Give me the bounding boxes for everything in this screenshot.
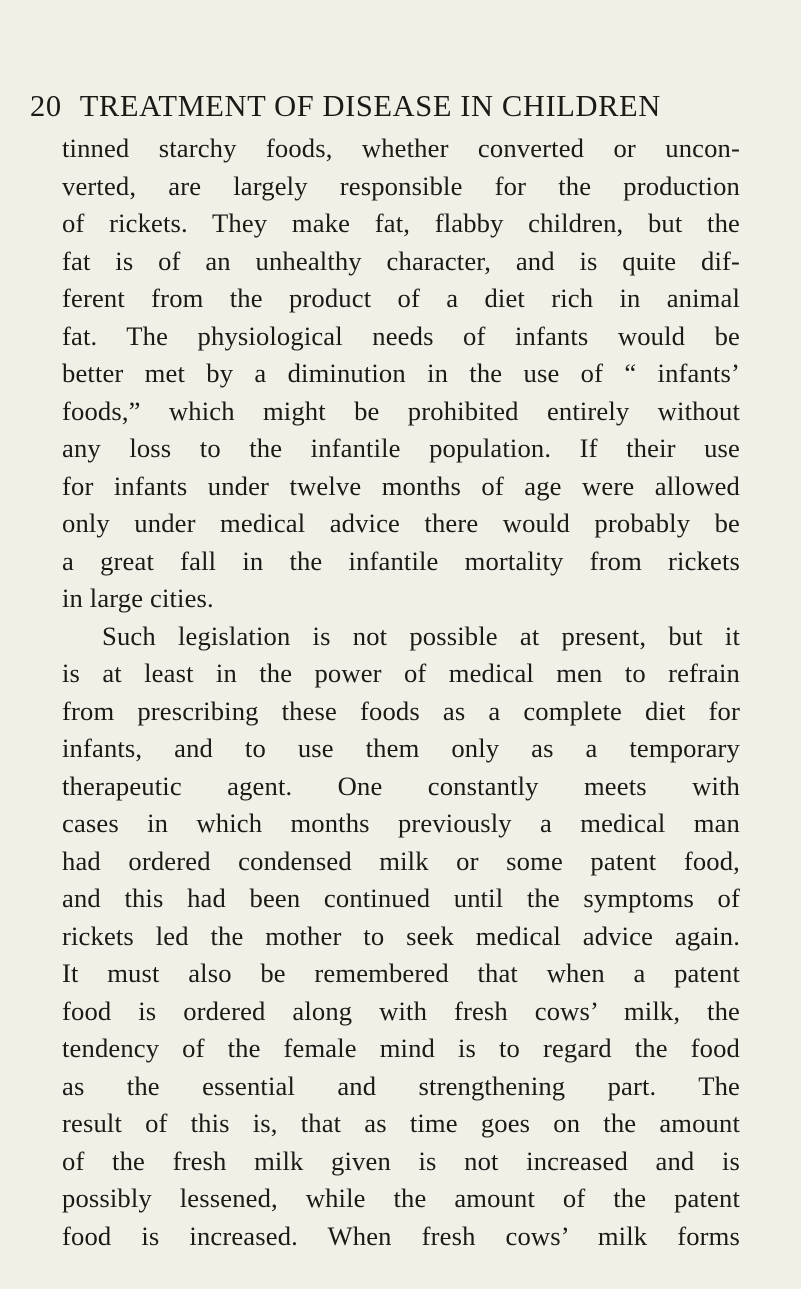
text-line: a great fall in the infantile mortality from rickets bbox=[62, 545, 740, 576]
text-line: as the essential and strengthening part. The bbox=[62, 1070, 740, 1101]
text-line: tinned starchy foods, whether converted or uncon- bbox=[62, 133, 740, 163]
text-line: any loss to the infantile population. If their use bbox=[62, 433, 740, 463]
text-line: better met by a diminution in the use of “ infants’ bbox=[62, 358, 740, 388]
text-line: had ordered condensed milk or some patent food, bbox=[62, 845, 740, 876]
text-line: verted, are largely responsible for the production bbox=[62, 170, 740, 201]
text-line: tendency of the female mind is to regard the food bbox=[62, 1033, 740, 1063]
text-line: fat is of an unhealthy character, and is quite dif- bbox=[62, 245, 740, 276]
text-line: of rickets. They make fat, flabby children, but the bbox=[62, 208, 740, 238]
text-line: possibly lessened, while the amount of the patent bbox=[62, 1183, 740, 1213]
paragraph-end-line: in large cities. bbox=[62, 583, 214, 613]
paragraph-start-line: Such legislation is not possible at present, but it bbox=[102, 620, 740, 651]
text-line: from prescribing these foods as a complete diet for bbox=[62, 695, 740, 726]
text-line: fat. The physiological needs of infants would be bbox=[62, 320, 740, 351]
text-line: food is increased. When fresh cows’ milk forms bbox=[62, 1220, 740, 1251]
text-line: only under medical advice there would probably be bbox=[62, 508, 740, 538]
text-line: rickets led the mother to seek medical advice again. bbox=[62, 920, 740, 951]
text-line: It must also be remembered that when a patent bbox=[62, 958, 740, 988]
text-line: infants, and to use them only as a temporary bbox=[62, 733, 740, 763]
text-line: ferent from the product of a diet rich in animal bbox=[62, 283, 740, 313]
text-line: food is ordered along with fresh cows’ milk, the bbox=[62, 995, 740, 1026]
text-line: of the fresh milk given is not increased and is bbox=[62, 1145, 740, 1176]
running-title: TREATMENT OF DISEASE IN CHILDREN bbox=[79, 89, 661, 123]
text-line: result of this is, that as time goes on the amount bbox=[62, 1108, 740, 1138]
text-line: and this had been continued until the symptoms of bbox=[62, 883, 740, 913]
text-line: foods,” which might be prohibited entirely without bbox=[62, 395, 740, 426]
text-line: therapeutic agent. One constantly meets with bbox=[62, 770, 740, 801]
body-text bbox=[62, 130, 740, 1255]
text-line: cases in which months previously a medical man bbox=[62, 808, 740, 838]
running-header bbox=[30, 88, 770, 124]
text-line: is at least in the power of medical men to refrain bbox=[62, 658, 740, 688]
text-line: for infants under twelve months of age were allowed bbox=[62, 470, 740, 501]
page-number: 20 bbox=[30, 89, 62, 123]
